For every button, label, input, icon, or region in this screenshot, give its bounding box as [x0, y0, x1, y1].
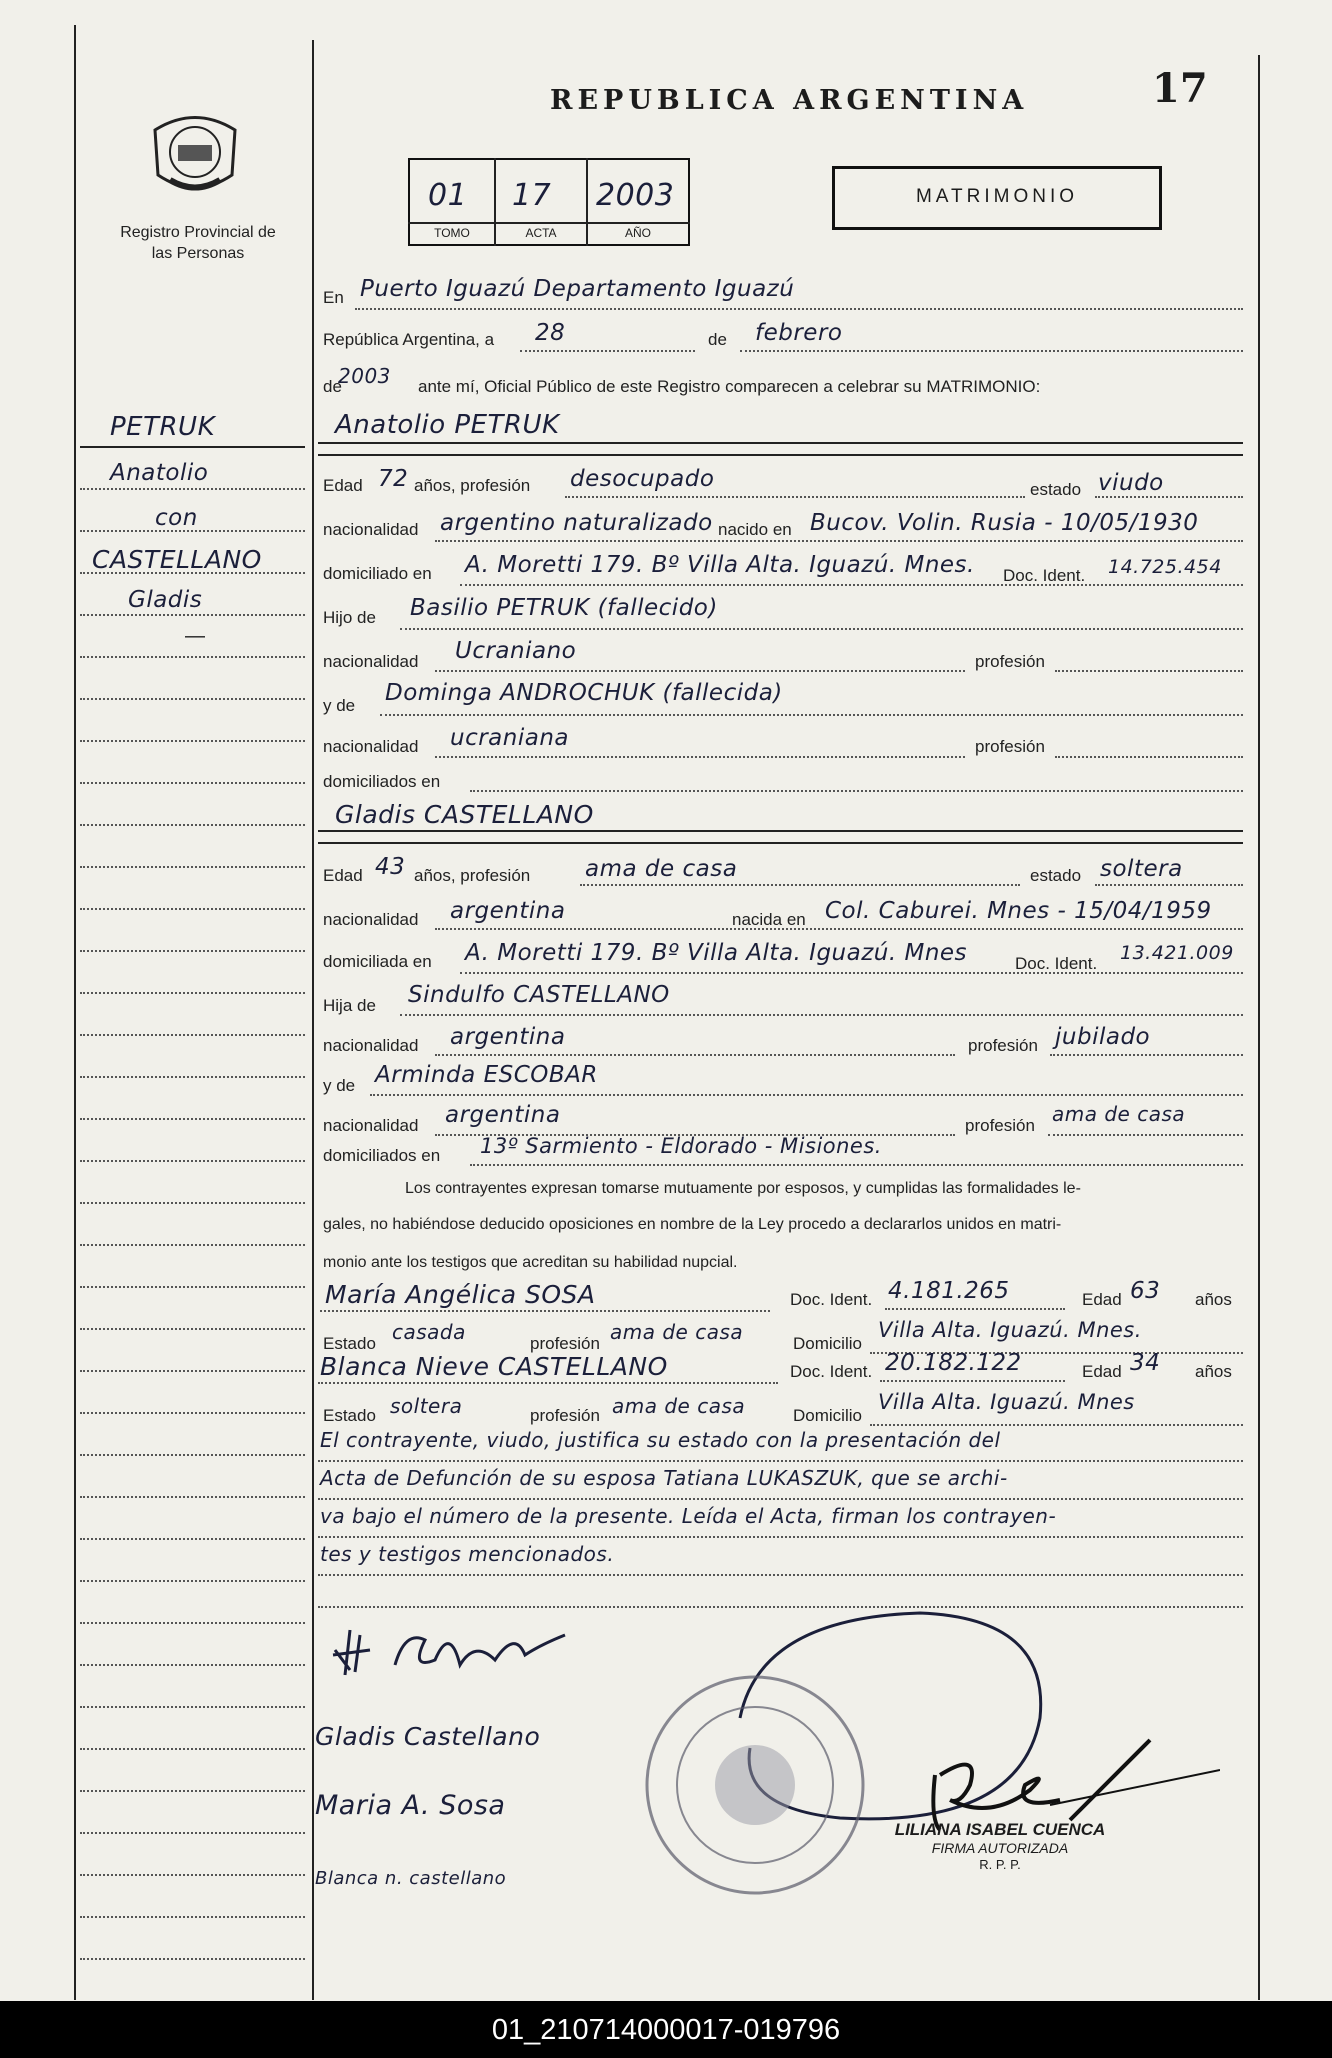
- label-groom-age: Edad: [323, 476, 363, 495]
- margin-ruled-line: [80, 1832, 305, 1834]
- witness2-status: soltera: [390, 1394, 463, 1418]
- witness1-status: casada: [392, 1320, 466, 1344]
- acta-value: 17: [512, 178, 552, 213]
- groom-birthplace: Bucov. Volin. Rusia - 10/05/1930: [810, 510, 1199, 536]
- document-id: 01_210714000017-019796: [491, 2014, 841, 2046]
- label-groom-profession: años, profesión: [414, 476, 531, 495]
- label-witness1-doc: Doc. Ident.: [790, 1290, 873, 1309]
- margin-ruled-line: [80, 1034, 305, 1036]
- groom-nationality: argentino naturalizado: [440, 510, 713, 536]
- signature-groom: [325, 1610, 585, 1690]
- label-groom-and-of: y de: [323, 696, 356, 715]
- label-bride-daughter-of: Hija de: [323, 996, 376, 1015]
- label-witness2-years: años: [1195, 1362, 1232, 1381]
- declaration-line-3: monio ante los testigos que acreditan su habilidad nupcial.: [323, 1254, 738, 1271]
- label-witness2-doc: Doc. Ident.: [790, 1362, 873, 1381]
- label-bride-and-of: y de: [323, 1076, 356, 1095]
- registrar-name: LILIANA ISABEL CUENCA: [894, 1820, 1106, 1839]
- margin-ruled-line: [80, 1916, 305, 1918]
- groom-name: Anatolio PETRUK: [335, 410, 560, 440]
- label-bride-mother-nat: nacionalidad: [323, 1116, 419, 1135]
- margin-connector: con: [155, 505, 198, 531]
- label-witness1-status: Estado: [323, 1334, 376, 1353]
- margin-ruled-line: [80, 1454, 305, 1456]
- margin-ruled-line: [80, 1202, 305, 1204]
- bride-doc: 13.421.009: [1120, 942, 1234, 964]
- label-bride-father-prof: profesión: [968, 1036, 1038, 1055]
- label-witness1-profession: profesión: [530, 1334, 600, 1353]
- margin-surname-2: CASTELLANO: [92, 545, 262, 574]
- margin-ruled-line: [80, 698, 305, 700]
- signature-witness2: Blanca n. castellano: [315, 1868, 507, 1889]
- margin-ruled-line: [80, 488, 305, 490]
- witness2-profession: ama de casa: [612, 1394, 746, 1418]
- label-groom-doc: Doc. Ident.: [1003, 566, 1086, 585]
- groom-age: 72: [378, 466, 409, 492]
- label-groom-parents-domicile: domiciliados en: [323, 772, 441, 791]
- label-bride-domicile: domiciliada en: [323, 952, 432, 971]
- witness1-doc: 4.181.265: [888, 1278, 1010, 1304]
- document-type: MATRIMONIO: [915, 186, 1079, 207]
- column-divider-line: [312, 40, 314, 2000]
- label-witness1-years: años: [1195, 1290, 1232, 1309]
- margin-ruled-line: [80, 1496, 305, 1498]
- witness1-domicile: Villa Alta. Iguazú. Mnes.: [878, 1318, 1142, 1342]
- label-groom-domicile: domiciliado en: [323, 564, 432, 583]
- label-witness2-status: Estado: [323, 1406, 376, 1425]
- margin-ruled-line: [80, 1622, 305, 1624]
- label-bride-parents-domicile: domiciliados en: [323, 1146, 441, 1165]
- margin-ruled-line: [80, 1958, 305, 1960]
- label-groom-father-prof: profesión: [975, 652, 1045, 671]
- note-line-3: va bajo el número de la presente. Leída el Acta, firman los contrayen-: [320, 1504, 1057, 1528]
- label-bride-father-nat: nacionalidad: [323, 1036, 419, 1055]
- label-groom-mother-prof: profesión: [975, 737, 1045, 756]
- year-value: 2003: [596, 178, 675, 213]
- month-value: febrero: [755, 320, 843, 346]
- groom-doc: 14.725.454: [1108, 556, 1222, 578]
- opening-year-value: 2003: [338, 364, 391, 388]
- bride-father: Sindulfo CASTELLANO: [408, 982, 670, 1008]
- bride-name: Gladis CASTELLANO: [335, 800, 594, 829]
- witness2-domicile: Villa Alta. Iguazú. Mnes: [878, 1390, 1135, 1414]
- margin-ruled-line: [80, 866, 305, 868]
- label-en: En: [323, 288, 344, 307]
- label-witness2-age: Edad: [1082, 1362, 1122, 1381]
- label-groom-status: estado: [1030, 480, 1082, 499]
- declaration-line-1: Los contrayentes expresan tomarse mutuamente por esposos, y cumplidas las formalidades le-: [405, 1180, 1081, 1197]
- bride-status: soltera: [1100, 856, 1183, 882]
- official-stamp-icon: [640, 1670, 870, 1900]
- opening-statement: ante mí, Oficial Público de este Registro comparecen a celebrar su MATRIMONIO:: [418, 377, 1041, 396]
- witness1-age: 63: [1130, 1278, 1161, 1304]
- margin-ruled-line: [80, 530, 305, 532]
- margin-dash: —: [185, 625, 205, 647]
- bride-father-profession: jubilado: [1055, 1024, 1151, 1050]
- groom-domicile: A. Moretti 179. Bº Villa Alta. Iguazú. Mnes.: [465, 552, 975, 578]
- margin-ruled-line: [80, 950, 305, 952]
- label-witness2-domicile: Domicilio: [793, 1406, 862, 1425]
- bride-age: 43: [375, 854, 406, 880]
- signature-bride: Gladis Castellano: [315, 1722, 541, 1751]
- witness1-profession: ama de casa: [610, 1320, 744, 1344]
- provincial-registry-seal-icon: [140, 100, 250, 210]
- bride-birthplace: Col. Caburei. Mnes - 15/04/1959: [825, 898, 1212, 924]
- acta-label: ACTA: [525, 226, 557, 240]
- margin-ruled-line: [80, 1412, 305, 1414]
- witness2-name: Blanca Nieve CASTELLANO: [320, 1352, 668, 1381]
- note-line-2: Acta de Defunción de su esposa Tatiana LUKASZUK, que se archi-: [320, 1466, 1008, 1490]
- margin-ruled-line: [80, 1748, 305, 1750]
- groom-profession: desocupado: [570, 466, 715, 492]
- label-bride-status: estado: [1030, 866, 1082, 885]
- label-de-month: de: [708, 330, 727, 349]
- bride-nationality: argentina: [450, 898, 566, 924]
- label-republica: República Argentina, a: [323, 330, 495, 349]
- margin-ruled-line: [80, 1286, 305, 1288]
- groom-father: Basilio PETRUK (fallecido): [410, 595, 718, 621]
- margin-ruled-line: [80, 656, 305, 658]
- witness2-age: 34: [1130, 1350, 1161, 1376]
- label-bride-age: Edad: [323, 866, 363, 885]
- groom-status: viudo: [1098, 470, 1164, 496]
- margin-ruled-line: [80, 1874, 305, 1876]
- margin-surname-1: PETRUK: [110, 412, 216, 442]
- bride-mother: Arminda ESCOBAR: [375, 1062, 598, 1088]
- bride-mother-nationality: argentina: [445, 1102, 561, 1128]
- right-border-line: [1258, 55, 1260, 2000]
- margin-ruled-line: [80, 1244, 305, 1246]
- margin-ruled-line: [80, 614, 305, 616]
- margin-ruled-line: [80, 1580, 305, 1582]
- margin-ruled-line: [80, 1706, 305, 1708]
- tomo-value: 01: [428, 178, 468, 213]
- note-line-4: tes y testigos mencionados.: [320, 1542, 615, 1566]
- margin-ruled-line: [80, 782, 305, 784]
- footer-bar: [0, 2001, 1332, 2058]
- margin-ruled-line: [80, 1118, 305, 1120]
- groom-mother-nationality: ucraniana: [450, 725, 570, 751]
- margin-ruled-line: [80, 740, 305, 742]
- label-groom-born: nacido en: [718, 520, 792, 539]
- left-border-line: [74, 25, 76, 2000]
- margin-ruled-line: [80, 1160, 305, 1162]
- label-de-year: de: [323, 377, 342, 396]
- margin-name-1: Anatolio: [110, 460, 209, 486]
- margin-ruled-line: [80, 992, 305, 994]
- label-bride-mother-prof: profesión: [965, 1116, 1035, 1135]
- label-bride-doc: Doc. Ident.: [1015, 954, 1098, 973]
- tomo-label: TOMO: [434, 226, 470, 240]
- label-witness1-domicile: Domicilio: [793, 1334, 862, 1353]
- bride-father-nationality: argentina: [450, 1024, 566, 1050]
- groom-father-nationality: Ucraniano: [455, 638, 577, 664]
- label-groom-nationality: nacionalidad: [323, 520, 419, 539]
- registrar-office: R. P. P.: [979, 1857, 1021, 1872]
- year-label: AÑO: [624, 226, 651, 240]
- label-bride-nationality: nacionalidad: [323, 910, 419, 929]
- country-title: REPUBLICA ARGENTINA: [550, 85, 1029, 116]
- label-groom-mother-nat: nacionalidad: [323, 737, 419, 756]
- margin-name-2: Gladis: [128, 587, 203, 613]
- margin-ruled-line: [80, 1076, 305, 1078]
- signature-witness1: Maria A. Sosa: [315, 1790, 506, 1821]
- witness1-name: María Angélica SOSA: [325, 1280, 596, 1309]
- bride-mother-profession: ama de casa: [1052, 1102, 1186, 1126]
- page-number: 17: [1152, 65, 1208, 112]
- declaration-line-2: gales, no habiéndose deducido oposiciones en nombre de la Ley procedo a declararlos unidos en matri-: [323, 1216, 1062, 1233]
- groom-mother: Dominga ANDROCHUK (fallecida): [385, 680, 783, 706]
- label-witness2-profession: profesión: [530, 1406, 600, 1425]
- label-bride-born: nacida en: [732, 910, 806, 929]
- bride-parents-domicile: 13º Sarmiento - Eldorado - Misiones.: [480, 1134, 882, 1158]
- witness2-doc: 20.182.122: [885, 1350, 1022, 1376]
- margin-ruled-line: [80, 572, 305, 574]
- margin-ruled-line: [80, 1370, 305, 1372]
- margin-ruled-line: [80, 1664, 305, 1666]
- day-value: 28: [535, 320, 566, 346]
- label-groom-father-nat: nacionalidad: [323, 652, 419, 671]
- note-line-1: El contrayente, viudo, justifica su estado con la presentación del: [320, 1428, 1001, 1452]
- registrar-title: FIRMA AUTORIZADA: [931, 1840, 1069, 1856]
- margin-ruled-line: [80, 1538, 305, 1540]
- bride-profession: ama de casa: [585, 856, 738, 882]
- place-value: Puerto Iguazú Departamento Iguazú: [360, 276, 795, 302]
- margin-ruled-line: [80, 824, 305, 826]
- registry-name: Registro Provincial de las Personas: [120, 224, 276, 262]
- margin-ruled-line: [80, 1790, 305, 1792]
- margin-ruled-line: [80, 1328, 305, 1330]
- label-groom-son-of: Hijo de: [323, 608, 376, 627]
- margin-ruled-line: [80, 908, 305, 910]
- label-bride-profession: años, profesión: [414, 866, 531, 885]
- label-witness1-age: Edad: [1082, 1290, 1122, 1309]
- bride-domicile: A. Moretti 179. Bº Villa Alta. Iguazú. Mnes: [465, 940, 968, 966]
